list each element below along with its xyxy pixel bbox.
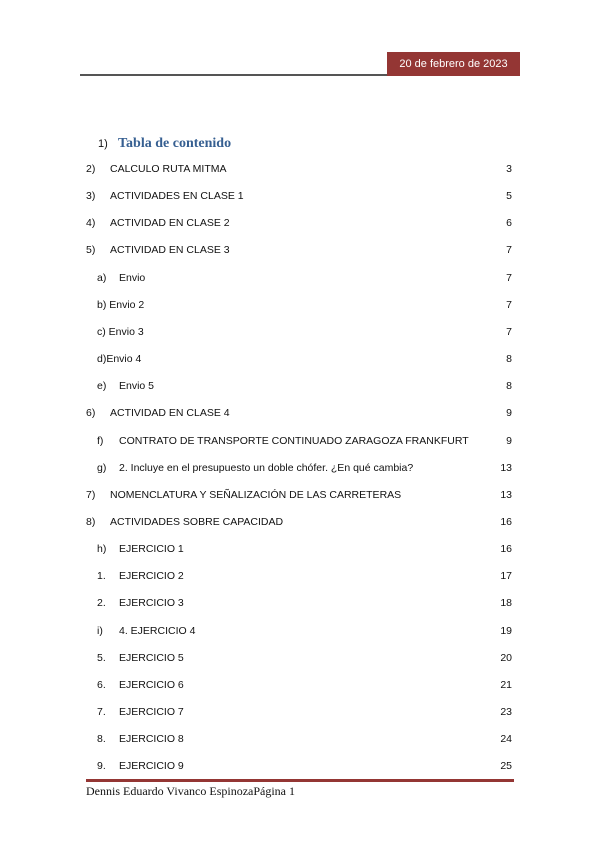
toc-entry-page: 7	[506, 325, 512, 338]
footer-rule	[86, 779, 514, 782]
toc-entry-page: 5	[506, 190, 512, 203]
toc-entry-number: 1.	[97, 570, 106, 583]
toc-entry-label: CONTRATO DE TRANSPORTE CONTINUADO ZARAGOZA FRANKFURT	[119, 434, 469, 447]
toc-entry[interactable]	[0, 188, 600, 204]
toc-entry-number: a)	[97, 271, 107, 284]
toc-entry-label: Envio 5	[119, 380, 155, 393]
toc-entry[interactable]	[0, 595, 600, 611]
toc-entry-page: 16	[500, 543, 512, 556]
toc-entry-label: NOMENCLATURA Y SEÑALIZACIÓN DE LAS CARRETERAS	[110, 488, 402, 501]
toc-entry-label: EJERCICIO 1	[119, 543, 184, 556]
toc-entry[interactable]	[0, 758, 600, 774]
toc-entry-number: 2.	[97, 597, 106, 610]
toc-entry-label: EJERCICIO 2	[119, 570, 184, 583]
toc-entry-page: 20	[500, 651, 512, 664]
footer-text: Dennis Eduardo Vivanco EspinozaPágina 1	[86, 784, 296, 798]
toc-entry-label: CALCULO RUTA MITMA	[110, 163, 227, 175]
toc-entry-label: EJERCICIO 9	[119, 760, 184, 773]
toc-entry[interactable]	[0, 215, 600, 231]
toc-entry-number: 6.	[97, 678, 106, 691]
toc-entry-label: c) Envio 3	[97, 325, 144, 338]
toc-entry-number: 5.	[97, 651, 106, 664]
toc-entry-page: 16	[500, 515, 512, 528]
toc-entry[interactable]	[0, 514, 600, 530]
toc-entry-number: i)	[97, 624, 103, 637]
toc-entry-label: 4. EJERCICIO 4	[119, 624, 196, 637]
toc-entry[interactable]	[0, 351, 600, 367]
toc-entry[interactable]	[0, 324, 600, 340]
toc-entry[interactable]	[0, 677, 600, 693]
toc-entry[interactable]	[0, 460, 600, 476]
toc-heading-title: Tabla de contenido	[118, 136, 232, 151]
toc-entry-number: 8.	[97, 733, 106, 746]
toc-entry-number: 7)	[86, 488, 96, 501]
toc-entry[interactable]	[0, 541, 600, 557]
toc-entry[interactable]	[0, 731, 600, 747]
toc-entry-page: 7	[506, 271, 512, 284]
toc-entry-number: 5)	[86, 244, 96, 257]
toc-entry-page: 18	[500, 597, 512, 610]
toc-entry-page: 3	[506, 163, 512, 175]
toc-entry[interactable]	[0, 405, 600, 421]
toc-entry-page: 8	[506, 380, 512, 393]
toc-entry-label: b) Envio 2	[97, 298, 145, 311]
toc-entry-label: EJERCICIO 6	[119, 678, 184, 691]
toc-heading	[98, 136, 231, 152]
toc-entry-label: 2. Incluye en el presupuesto un doble chófer. ¿En qué cambia?	[119, 461, 414, 474]
toc-entry[interactable]	[0, 242, 600, 258]
toc-entry-number: 2)	[86, 163, 96, 175]
toc-entry[interactable]	[0, 297, 600, 313]
toc-entry-label: d)Envio 4	[97, 353, 142, 366]
toc-entry[interactable]	[0, 704, 600, 720]
toc-entry-page: 9	[506, 434, 512, 447]
toc-entry-page: 6	[506, 217, 512, 230]
toc-entry-number: 8)	[86, 515, 96, 528]
toc-entry-number: 9.	[97, 760, 106, 773]
toc-entry[interactable]	[0, 161, 600, 177]
toc-entry[interactable]	[0, 568, 600, 584]
header-date-badge: 20 de febrero de 2023	[387, 52, 520, 76]
toc-entry-label: ACTIVIDAD EN CLASE 2	[110, 217, 230, 230]
toc-entry-number: 7.	[97, 706, 106, 718]
toc-entry-page: 24	[500, 733, 512, 746]
toc-entry[interactable]	[0, 623, 600, 639]
toc-entry-number: g)	[97, 461, 107, 474]
toc-entry[interactable]	[0, 487, 600, 503]
toc-entry-page: 23	[500, 706, 512, 718]
toc-entry-label: ACTIVIDAD EN CLASE 3	[110, 244, 230, 257]
toc-entry-page: 9	[506, 407, 512, 420]
toc-entry-number: 6)	[86, 407, 96, 420]
toc-entry-label: ACTIVIDADES EN CLASE 1	[110, 190, 244, 203]
toc-entry-label: EJERCICIO 7	[119, 706, 184, 718]
toc-entry-number: e)	[97, 380, 107, 393]
toc-heading-number: 1)	[98, 138, 108, 150]
toc-entry-number: f)	[97, 434, 104, 447]
toc-entry-page: 7	[506, 244, 512, 257]
toc-entry-label: EJERCICIO 5	[119, 651, 184, 664]
toc-entry-page: 17	[500, 570, 512, 583]
toc-entry[interactable]	[0, 433, 600, 449]
toc-entry-label: EJERCICIO 3	[119, 597, 184, 610]
toc-entry[interactable]	[0, 270, 600, 286]
toc-entry-page: 7	[506, 298, 512, 311]
toc-entry-label: EJERCICIO 8	[119, 733, 184, 746]
toc-entry-page: 21	[500, 678, 512, 691]
toc-entry-label: Envio	[119, 271, 146, 284]
toc-entry[interactable]	[0, 378, 600, 394]
toc-entry-page: 13	[500, 461, 512, 474]
toc-entry[interactable]	[0, 650, 600, 666]
toc-entry-number: 3)	[86, 190, 96, 203]
toc-entry-page: 8	[506, 353, 512, 366]
toc-entry-number: h)	[97, 543, 107, 556]
toc-entry-page: 25	[500, 760, 512, 773]
toc-entry-number: 4)	[86, 217, 96, 230]
toc-entry-page: 19	[500, 624, 512, 637]
toc-entry-label: ACTIVIDADES SOBRE CAPACIDAD	[110, 515, 284, 528]
toc-entry-label: ACTIVIDAD EN CLASE 4	[110, 407, 230, 420]
toc-entry-page: 13	[500, 488, 512, 501]
